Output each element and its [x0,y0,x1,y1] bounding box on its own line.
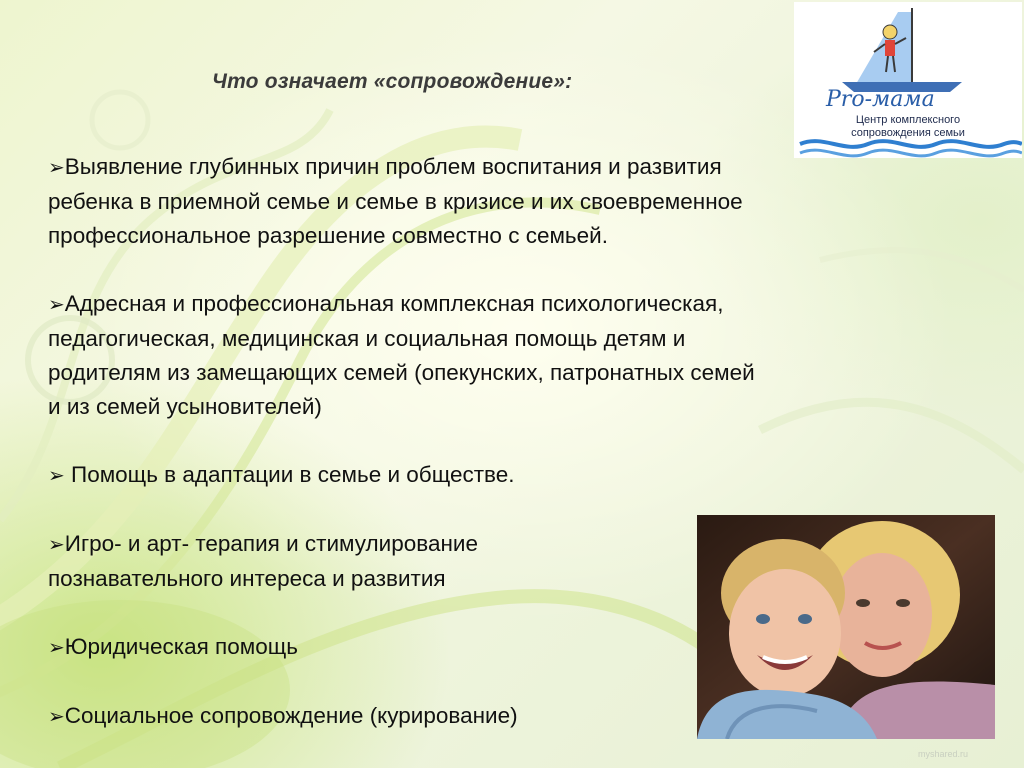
photo-illustration [697,515,995,739]
logo-script-text: Pro-мама [826,87,935,112]
bullet-line: познавательного интереса и развития [48,566,446,591]
bullet-text: Юридическая помощь [64,634,298,659]
bullet-text: Выявление глубинных причин проблем воспитания и развития [64,154,722,179]
bullet-line [48,150,948,185]
bullet-text: Социальное сопровождение (курирование) [64,703,518,728]
bullet-line: ребенка в приемной семье и семье в кризисе и их своевременное [48,189,743,214]
bullet-arrow-icon: ➢ [48,637,65,659]
logo-line-2: сопровождения семьи [851,127,965,139]
bullet-line: педагогическая, медицинская и социальная помощь детям и [48,326,686,351]
bullet-arrow-icon: ➢ [48,294,65,316]
bullet-line: и из семей усыновителей) [48,394,322,419]
organization-logo [794,2,1022,158]
watermark: myshared.ru [918,749,969,759]
bullet-arrow-icon: ➢ [48,157,65,179]
bullet-text: Игро- и арт- терапия и стимулирование [64,531,478,556]
bullet-arrow-icon: ➢ [48,534,65,556]
bullet-item [48,458,948,493]
bullet-line [48,287,948,322]
bullet-line [48,458,948,493]
bullet-line: родителям из замещающих семей (опекунских, патронатных семей [48,360,755,385]
logo-line-1: Центр комплексного [855,114,961,126]
family-photo [697,515,995,739]
bullet-line: профессиональное разрешение совместно с семьей. [48,223,608,248]
bullet-text: Адресная и профессиональная комплексная психологическая, [64,291,724,316]
bullet-arrow-icon: ➢ [48,706,65,728]
bullet-item [48,287,948,424]
bullet-arrow-icon: ➢ [48,465,65,487]
slide-title: Что означает «сопровождение»: [212,70,573,93]
bullet-item [48,150,948,253]
bullet-text: Помощь в адаптации в семье и обществе. [64,462,515,487]
